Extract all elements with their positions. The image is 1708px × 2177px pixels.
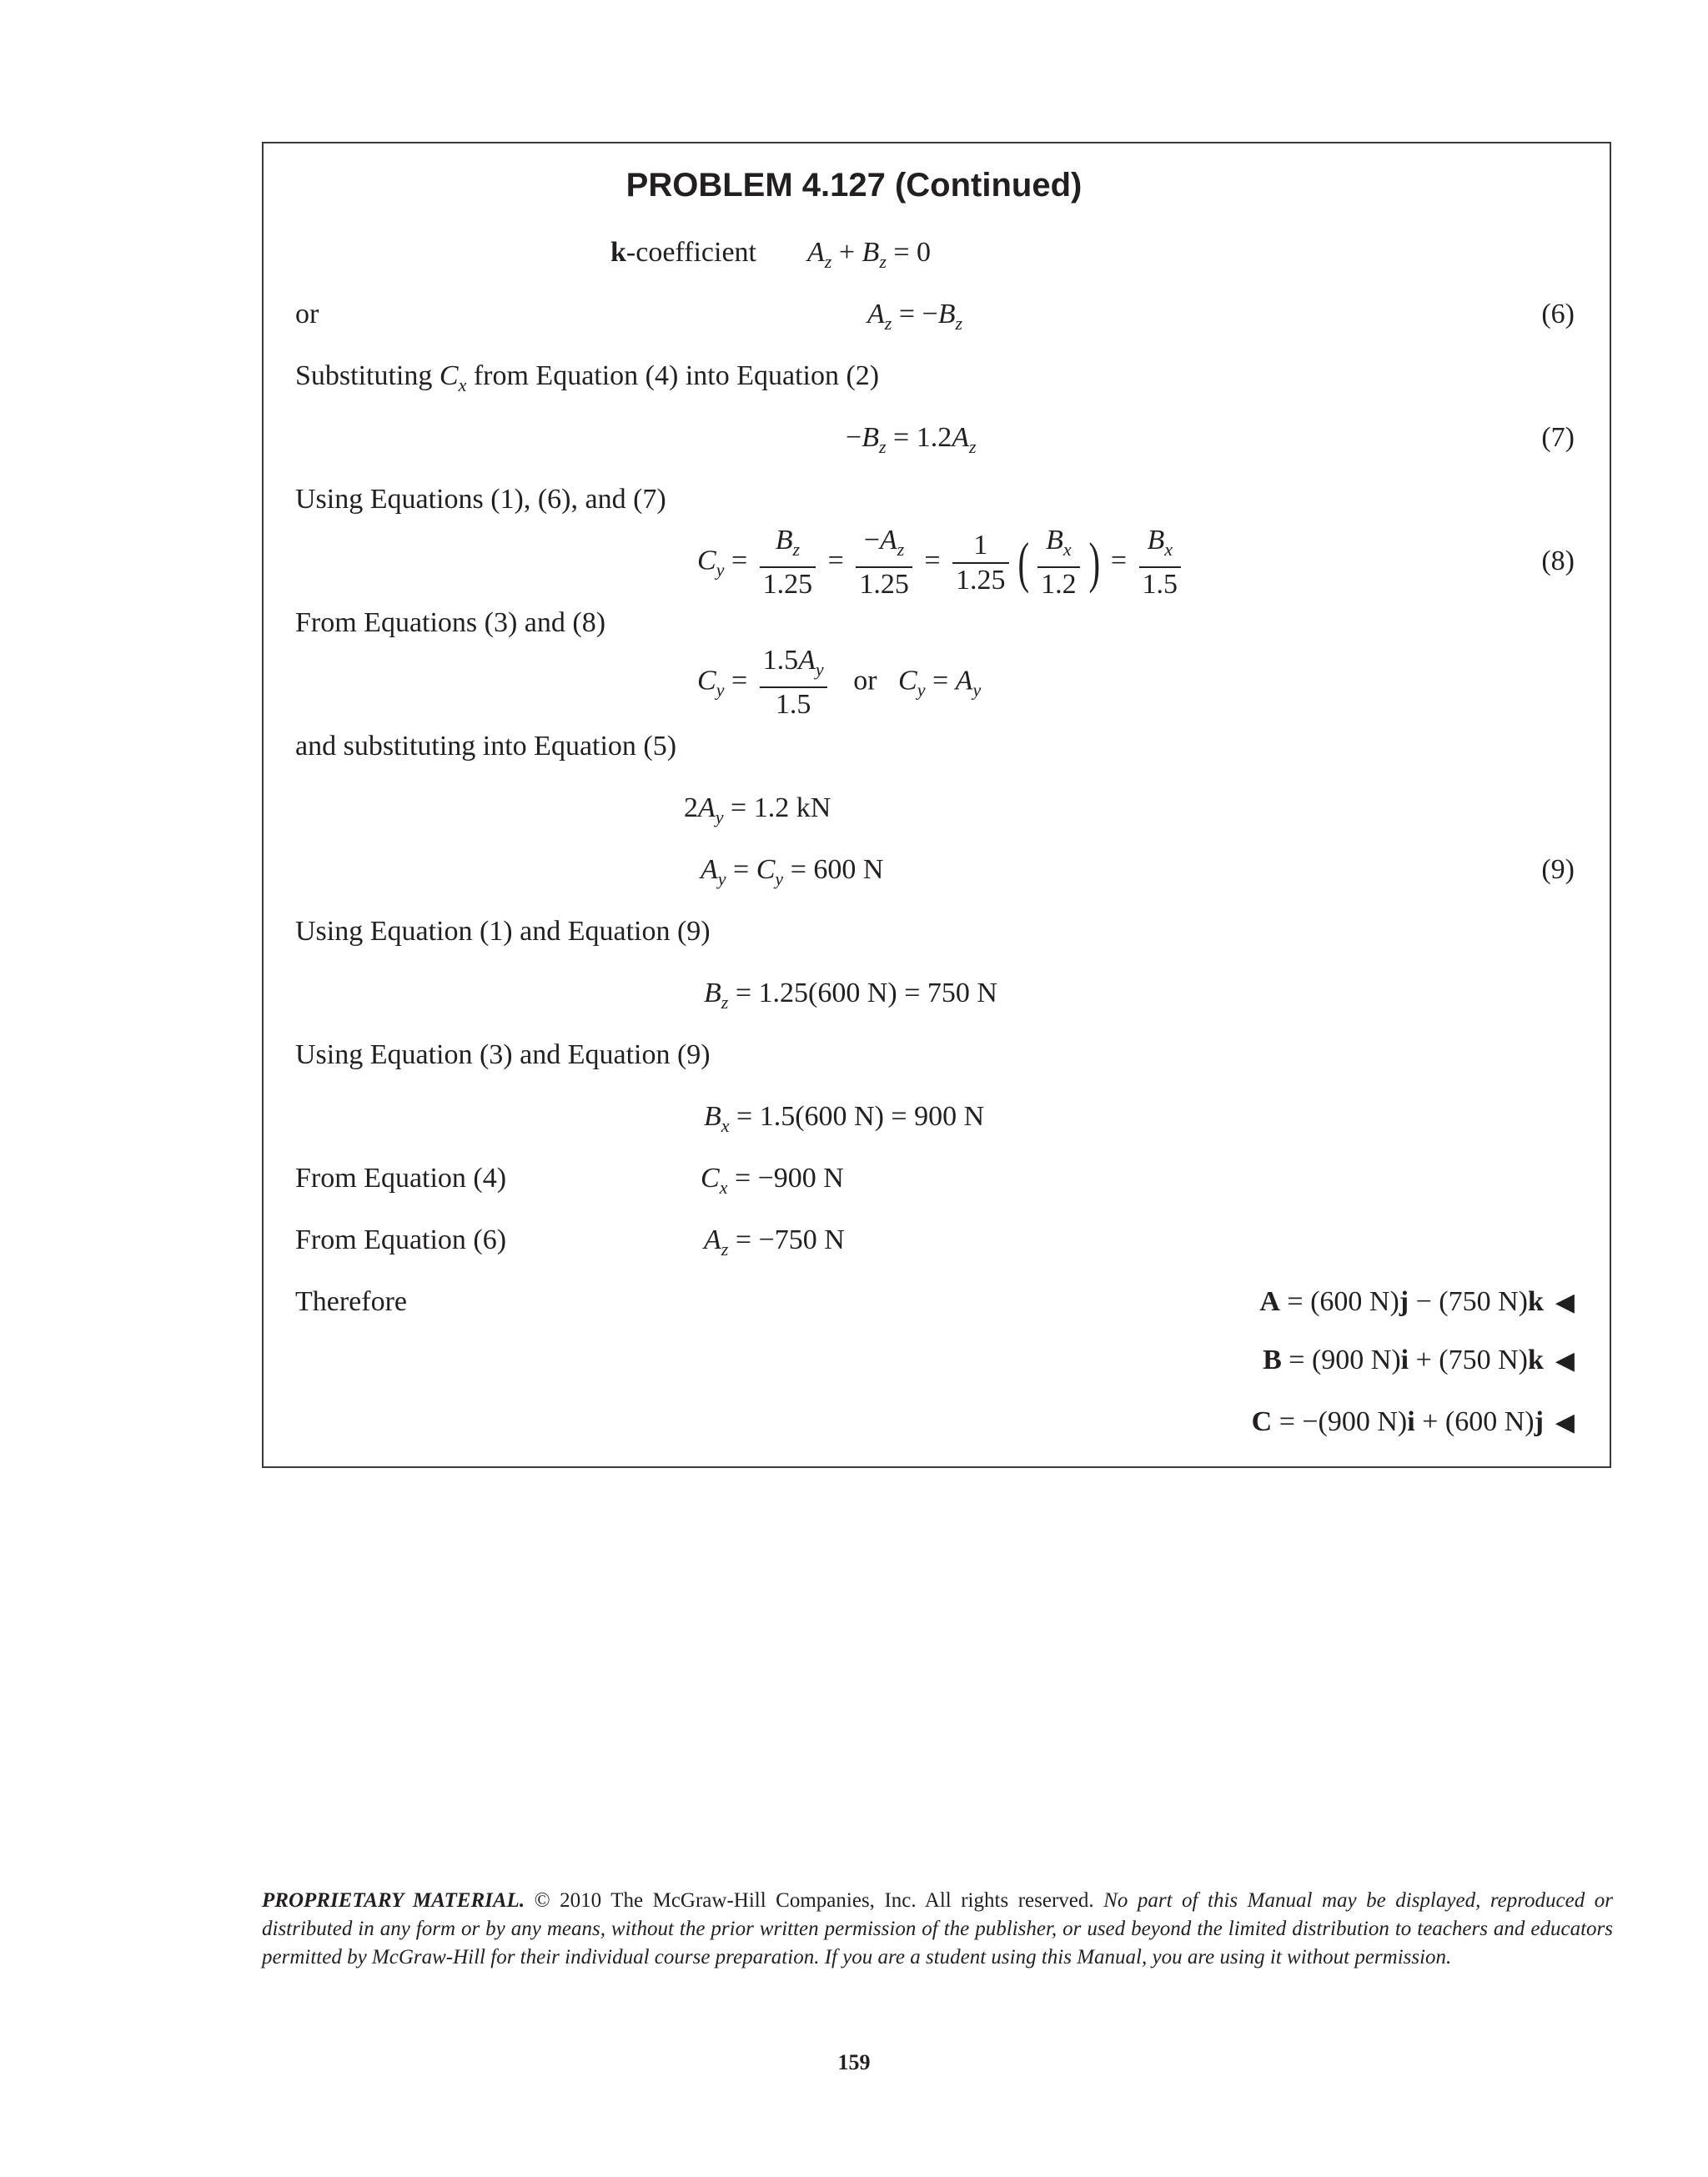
equation-number-9: (9) — [1541, 854, 1575, 885]
answer-a: A = (600 N)j − (750 N)k ◀ — [1259, 1286, 1575, 1317]
answer-marker-icon: ◀ — [1555, 1409, 1575, 1436]
equation-number-8: (8) — [1541, 546, 1575, 576]
answer-c: C = −(900 N)i + (600 N)j ◀ — [1251, 1406, 1575, 1437]
or-label: or — [295, 299, 319, 329]
equation-number-7: (7) — [1541, 422, 1575, 453]
substituting-eq-5-text: and substituting into Equation (5) — [295, 731, 677, 762]
from-eq-4-text: From Equation (4) — [295, 1163, 507, 1194]
equation-6: $A_z = -B_z$ — [867, 299, 963, 334]
answer-marker-icon: ◀ — [1555, 1289, 1575, 1316]
proprietary-footer: PROPRIETARY MATERIAL. © 2010 The McGraw-Hill Companies, Inc. All rights reserved. No part of this Manual may be displayed, reproduced or distributed in any form or by any means, without the prior written permission of the publisher, or used beyond the limited distribution to teachers and educators permitted by McGraw-Hill for their individual course preparation. If you are a student using this Manual, you are using it without permission. — [262, 1889, 1613, 1968]
equation-2ay: $2A_y = 1.2$ kN — [684, 792, 831, 827]
from-eq-6-text: From Equation (6) — [295, 1224, 507, 1255]
page-number: 159 — [837, 2050, 871, 2074]
equation-bx: $B_x = 1.5(600$ N) = 900 N — [704, 1101, 985, 1136]
k-coefficient-label: k-coefficient — [610, 237, 756, 268]
equation-7: $-B_z = 1.2A_z$ — [846, 422, 977, 457]
therefore-label: Therefore — [295, 1286, 408, 1317]
equation-az: $A_z = -750$ N — [704, 1224, 845, 1259]
equation-number-6: (6) — [1541, 299, 1575, 329]
equation-cy-ay: $C_y$ = $\frac{1.5A_y}{1.5}$ or $C_y = A_y$ — [697, 645, 982, 720]
equation-bz: $B_z = 1.25(600$ N) = 750 N — [704, 978, 997, 1013]
from-eq-3-8-text: From Equations (3) and (8) — [295, 607, 606, 638]
page-title: PROBLEM 4.127 (Continued) — [625, 167, 1083, 204]
substituting-text: Substituting $C_x$ from Equation (4) into Equation (2) — [295, 360, 880, 395]
using-eq-1-9-text: Using Equation (1) and Equation (9) — [295, 916, 711, 947]
equation-9: $A_y = C_y = 600$ N — [701, 854, 884, 889]
equation-cx: $C_x = -900$ N — [701, 1163, 844, 1198]
answer-b: B = (900 N)i + (750 N)k ◀ — [1263, 1345, 1575, 1375]
using-eq-1-6-7-text: Using Equations (1), (6), and (7) — [295, 484, 666, 515]
equation-k: $A_z + B_z = 0$ — [807, 237, 932, 272]
answer-marker-icon: ◀ — [1555, 1347, 1575, 1375]
solution-frame — [262, 142, 1611, 1468]
equation-8: $C_y$ = $\frac{B_z}{1.25}$ = $\frac{-A_z}{1.25}$ = $\frac{1}{1.25}$ ( $\frac{B_x}{1.2}$ ) = $\frac{B_x}{1.5}$ — [697, 524, 1186, 601]
using-eq-3-9-text: Using Equation (3) and Equation (9) — [295, 1039, 711, 1070]
